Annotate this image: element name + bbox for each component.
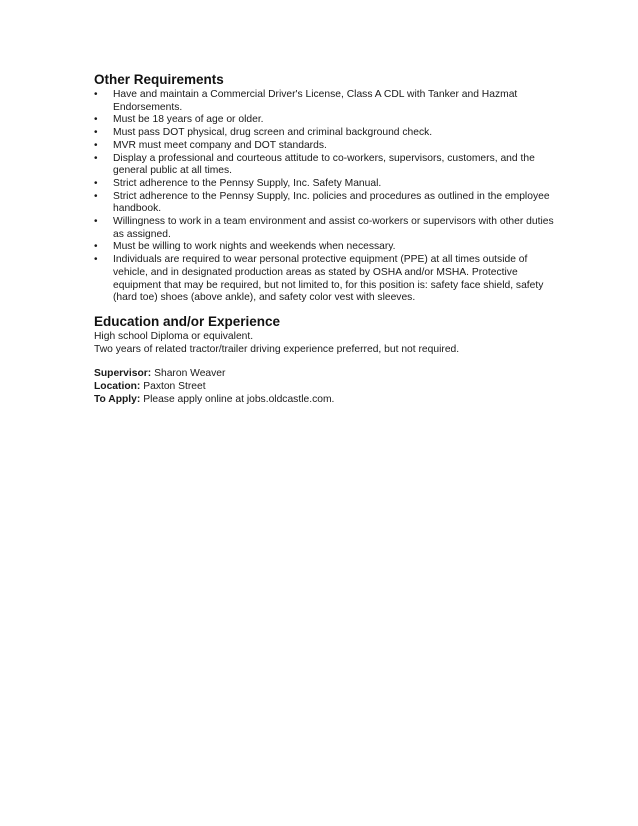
list-item [94, 216, 554, 241]
requirement-text: Must be 18 years of age or older. [113, 114, 264, 126]
supervisor-label: Supervisor: [94, 368, 152, 380]
location-line [94, 381, 554, 394]
list-item [94, 178, 554, 191]
bullet-icon: • [94, 254, 98, 266]
requirement-text: Individuals are required to wear personal protective equipment (PPE) at all times outside of vehicle, and in designated production areas as stated by OSHA and/or MSHA. Protective equipment that may be required, but not limited to, for this position is: safety face shield, safety (hard toe) shoes (above ankle), and safety color vest with sleeves. [113, 254, 544, 304]
list-item [94, 127, 554, 140]
apply-line [94, 394, 554, 407]
bullet-icon: • [94, 114, 98, 126]
list-item [94, 191, 554, 216]
requirement-text: Willingness to work in a team environment and assist co-workers or supervisors with other duties as assigned. [113, 216, 554, 240]
requirement-text: MVR must meet company and DOT standards. [113, 139, 327, 151]
supervisor-line [94, 368, 554, 381]
supervisor-value: Sharon Weaver [154, 368, 226, 380]
bullet-icon: • [94, 177, 98, 189]
bullet-icon: • [94, 89, 98, 100]
requirement-text: Strict adherence to the Pennsy Supply, Inc. Safety Manual. [113, 177, 382, 189]
requirements-list [94, 89, 554, 305]
requirement-text: Must be willing to work nights and weekends when necessary. [113, 241, 396, 253]
list-item [94, 254, 554, 305]
bullet-icon: • [94, 139, 98, 151]
requirement-text: Display a professional and courteous attitude to co-workers, supervisors, customers, and the general public at all times. [113, 152, 535, 177]
list-item [94, 114, 554, 127]
list-item [94, 241, 554, 254]
education-line: High school Diploma or equivalent. [94, 330, 254, 342]
list-item [94, 153, 554, 178]
education-heading: Education and/or Experience [94, 313, 281, 329]
location-value: Paxton Street [143, 381, 206, 393]
bullet-icon: • [94, 127, 98, 139]
bullet-icon: • [94, 190, 98, 202]
spacer [94, 356, 554, 368]
experience-line: Two years of related tractor/trailer driving experience preferred, but not required. [94, 343, 460, 355]
other-requirements-heading: Other Requirements [94, 72, 224, 87]
bullet-icon: • [94, 152, 98, 164]
location-label: Location: [94, 381, 141, 393]
apply-label: To Apply: [94, 393, 141, 405]
bullet-icon: • [94, 241, 98, 253]
bullet-icon: • [94, 216, 98, 228]
requirement-text: Must pass DOT physical, drug screen and criminal background check. [113, 127, 433, 139]
document-page [94, 72, 554, 406]
requirement-text: Have and maintain a Commercial Driver's License, Class A CDL with Tanker and Hazmat Endorsements. [113, 89, 518, 113]
apply-value: Please apply online at jobs.oldcastle.com. [143, 393, 335, 405]
list-item [94, 140, 554, 153]
list-item [94, 89, 554, 114]
requirement-text: Strict adherence to the Pennsy Supply, Inc. policies and procedures as outlined in the employee handbook. [113, 190, 550, 215]
